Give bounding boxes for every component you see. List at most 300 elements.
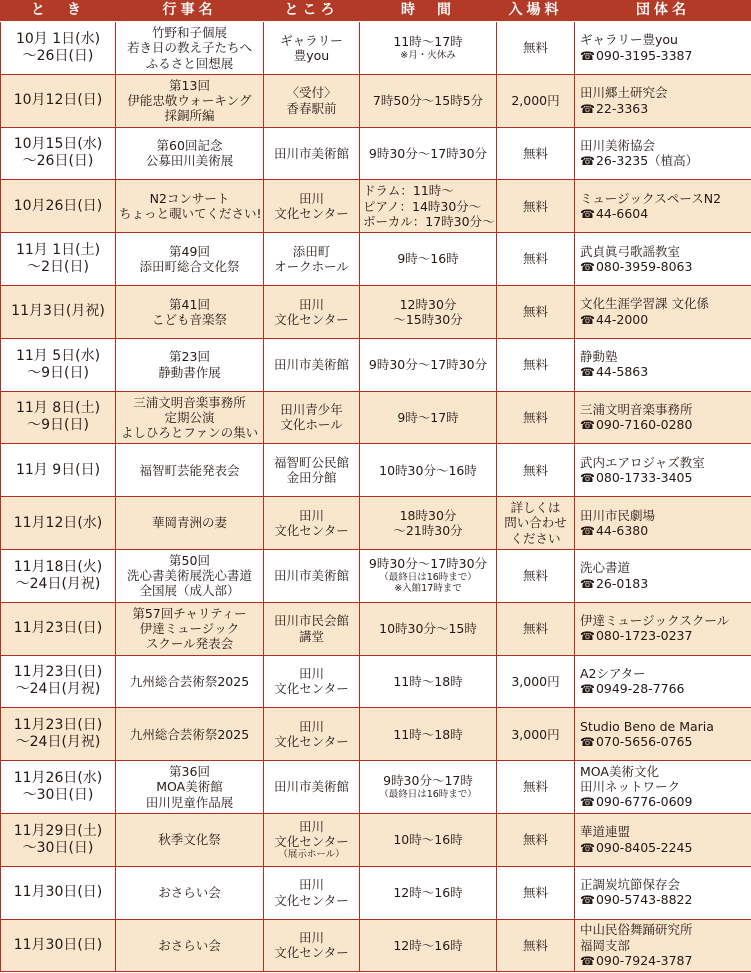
date-cell [1,497,116,550]
organization-name: MOA美術文化 [580,763,659,779]
table-row [1,338,751,391]
venue-cell [264,655,360,708]
rows.15.place-line: 田川 [298,818,324,834]
phone-number-text: 44-5863 [595,364,649,380]
phone-icon: ☎ [580,259,595,274]
admission-fee-cell [497,127,575,180]
rows.0.event-line: 竹野和子個展 [151,25,227,41]
organization-name: Studio Beno de Maria [580,718,714,734]
phone-number-text: 0949-28-7766 [595,681,685,697]
admission-fee: 詳しくは [510,500,561,516]
time-cell [360,285,497,338]
admission-fee-cell [497,602,575,655]
rows.10.time-line: 9時30分～17時30分 [368,556,488,572]
date-cell [1,444,116,497]
rows.5.place-line: 田川 [298,296,324,312]
phone-number [580,523,748,539]
time-cell [360,180,497,233]
phone-number-text: 44-2000 [595,311,649,327]
rows.0.time-line: 11時～17時 [393,34,463,50]
rows.7.event-line: 定期公演 [164,409,215,425]
venue-cell [264,602,360,655]
rows.14.event-line: 田川児童作品展 [145,794,234,810]
rows.6.date-line: 11月 5日(水) [15,347,101,364]
date-cell [1,761,116,814]
rows.0.event-line: ふるさと回想展 [145,55,234,71]
event-name-cell [116,497,264,550]
rows.7.time-line: 9時～17時 [397,409,459,425]
venue-cell [264,497,360,550]
rows.17.place-line: 田川 [298,930,324,946]
admission-fee-cell [497,338,575,391]
rows.9.date-line: 11月12日(水) [13,514,103,531]
phone-icon: ☎ [580,576,595,591]
venue-cell [264,866,360,919]
table-row [1,391,751,444]
date-cell [1,285,116,338]
rows.0.place-line: ギャラリー [280,32,343,48]
admission-fee: 無料 [522,357,548,373]
rows.6.event-line: 第23回 [169,349,210,365]
rows.16.event-line: おさらい会 [158,885,221,901]
admission-fee: 無料 [522,937,548,953]
phone-number-text: 44-6380 [595,522,649,538]
rows.14.event-line: 第36回 [169,764,210,780]
phone-icon: ☎ [580,101,595,116]
admission-fee-cell [497,708,575,761]
rows.13.place-line: 文化センター [274,734,349,750]
rows.11.place-line: 田川市民会館 [273,613,349,629]
rows.4.event-line: 添田町総合文化祭 [139,259,240,275]
rows.7.place-line: 文化ホール [280,417,343,433]
time-cell [360,866,497,919]
organization-cell [575,813,751,866]
time-cell [360,708,497,761]
rows.3.place-line: 田川 [298,191,324,207]
organization-name: 田川ネットワーク [580,779,681,795]
phone-number [580,892,748,908]
phone-icon: ☎ [580,154,595,169]
rows.8.date-line: 11月 9日(日) [15,461,101,478]
rows.2.place-line: 田川市美術館 [273,145,349,161]
time-cell [360,74,497,127]
organization-cell [575,127,751,180]
phone-number [580,101,748,117]
table-row [1,708,751,761]
rows.7.place-line: 田川青少年 [280,402,343,418]
rows.3.time-line: ドラム：11時～ [363,183,454,199]
rows.7.event-line: よしひろとファンの集い [120,425,259,441]
phone-number-text: 44-6604 [595,206,649,222]
rows.3.place-line: 文化センター [274,206,349,222]
admission-fee: 無料 [522,145,548,161]
phone-number-text: 070-5656-0765 [595,734,693,750]
rows.12.time-line: 11時～18時 [393,673,463,689]
organization-cell [575,22,751,75]
rows.2.time-line: 9時30分～17時30分 [368,145,488,161]
event-name-cell [116,74,264,127]
rows.3.event-line: ちょっと覗いてください! [119,206,262,222]
date-cell [1,866,116,919]
header-time: 時 間 [360,1,497,22]
header-date: と き [1,1,116,22]
rows.13.place-line: 田川 [298,719,324,734]
rows.14.date-line: 11月26日(水) [13,769,103,786]
organization-name: 中山民俗舞踊研究所 [580,922,693,938]
phone-number [580,206,748,222]
event-name-cell [116,549,264,602]
phone-number [580,153,748,169]
organization-cell [575,74,751,127]
admission-fee: 2,000円 [511,93,560,109]
rows.6.time-line: 9時30分～17時30分 [368,357,488,373]
rows.2.date-line: ～26日(日) [22,153,94,170]
phone-number [580,840,748,856]
admission-fee: 無料 [522,409,548,425]
rows.17.place-line: 文化センター [274,945,349,961]
phone-icon: ☎ [580,418,595,433]
organization-cell [575,391,751,444]
time-cell [360,391,497,444]
date-cell [1,813,116,866]
phone-number-text: 090-3195-3387 [595,47,693,63]
rows.8.place-line: 福智町公民館 [273,455,349,471]
admission-fee-cell [497,233,575,286]
time-cell [360,602,497,655]
rows.10.event-line: 全国展（成人部） [139,583,240,599]
organization-name: 伊達ミュージックスクール [580,613,730,629]
phone-icon: ☎ [580,48,595,63]
rows.12.date-line: 11月23日(日) [13,664,103,681]
phone-number-text: 090-8405-2245 [595,839,693,855]
admission-fee: 無料 [522,304,548,320]
rows.1.event-line: 採銅所編 [164,108,215,124]
event-name-cell [116,813,264,866]
organization-name: 正調炭坑節保存会 [580,877,681,893]
phone-icon: ☎ [580,953,595,968]
organization-name: 田川市民劇場 [580,507,656,523]
rows.10.event-line: 洗心書美術展洗心書道 [126,568,252,584]
rows.4.time-line: 9時～16時 [397,251,459,267]
rows.13.date-line: 11月23日(日) [13,717,103,734]
rows.1.date-line: 10月12日(日) [13,92,103,109]
rows.4.date-line: ～2日(日) [27,259,89,276]
phone-number-text: 090-6776-0609 [595,794,693,810]
organization-cell [575,761,751,814]
rows.14.place-line: 田川市美術館 [273,779,349,795]
rows.4.date-line: 11月 1日(土) [15,242,101,258]
table-row [1,22,751,75]
admission-fee: 3,000円 [511,673,560,689]
admission-fee-cell [497,919,575,972]
organization-cell [575,444,751,497]
rows.1.event-line: 第13回 [169,77,210,93]
event-name-cell [116,22,264,75]
rows.4.place-line: 添田町 [292,243,331,259]
phone-icon: ☎ [580,312,595,327]
rows.15.date-line: 11月29日(土) [13,822,103,839]
rows.5.place-line: 文化センター [274,311,349,327]
rows.7.date-line: ～9日(日) [27,417,89,434]
phone-number [580,628,748,644]
date-cell [1,655,116,708]
phone-number [580,794,748,810]
rows.11.event-line: 伊達ミュージック [139,621,240,637]
rows.5.event-line: こども音楽祭 [151,311,227,327]
rows.9.time-line: ～21時30分 [393,523,463,539]
venue-cell [264,708,360,761]
rows.2.event-line: 第60回記念 [156,138,223,154]
date-cell [1,708,116,761]
admission-fee: ください [510,530,561,546]
organization-name: 洗心書道 [580,560,631,576]
date-cell [1,22,116,75]
organization-cell [575,180,751,233]
date-cell [1,549,116,602]
admission-fee-cell [497,444,575,497]
rows.7.event-line: 三浦文明音楽事務所 [133,394,246,410]
rows.0.date-line: ～26日(日) [22,47,94,64]
rows.1.time-line: 7時50分～15時5分 [372,93,484,109]
phone-number-text: 080-1723-0237 [595,628,693,644]
rows.10.time_note-line: （最終日は16時まで） [379,571,477,583]
rows.3.date-line: 10月26日(日) [13,197,103,214]
admission-fee: 無料 [522,198,548,214]
organization-name: 華道連盟 [580,824,631,840]
admission-fee: 無料 [522,779,548,795]
rows.10.date-line: 11月18日(火) [13,558,103,575]
organization-name: ギャラリー豊you [580,32,678,48]
venue-note: （展示ホール） [278,849,345,861]
rows.14.event-line: MOA美術館 [156,779,223,795]
rows.13.date-line: ～24日(月祝) [15,734,101,751]
rows.17.time-line: 12時～16時 [393,937,463,953]
header-event: 行事名 [116,1,264,22]
time-cell [360,497,497,550]
organization-cell [575,497,751,550]
table-header [1,1,751,22]
admission-fee-cell [497,180,575,233]
admission-fee: 無料 [522,568,548,584]
time-cell [360,233,497,286]
rows.9.place-line: 文化センター [274,523,349,539]
rows.8.event-line: 福智町芸能発表会 [139,462,240,478]
phone-icon: ☎ [580,629,595,644]
event-name-cell [116,444,264,497]
phone-number-text: 26-3235（植高） [595,153,699,169]
phone-number [580,364,748,380]
rows.11.event-line: 第57回チャリティー [132,605,247,621]
admission-fee-cell [497,497,575,550]
organization-cell [575,919,751,972]
admission-fee-cell [497,549,575,602]
venue-cell [264,444,360,497]
organization-name: 三浦文明音楽事務所 [580,402,693,418]
organization-name: 田川美術協会 [580,138,656,154]
rows.12.date-line: ～24日(月祝) [15,681,101,698]
rows.15.event-line: 秋季文化祭 [158,832,221,848]
phone-number [580,259,748,275]
phone-number-text: 26-0183 [595,575,649,591]
venue-cell [264,338,360,391]
phone-number [580,312,748,328]
rows.0.place-line: 豊you [293,47,330,63]
rows.3.time-line: ピアノ：14時30分～ [363,198,482,214]
venue-cell [264,22,360,75]
table-row [1,444,751,497]
rows.5.event-line: 第41回 [169,296,210,312]
organization-name: A2シアター [580,666,646,682]
organization-cell [575,338,751,391]
admission-fee-cell [497,285,575,338]
venue-cell [264,391,360,444]
rows.1.event-line: 伊能忠敬ウォーキング [127,93,252,109]
date-cell [1,602,116,655]
admission-fee-cell [497,22,575,75]
rows.17.event-line: おさらい会 [158,937,221,953]
phone-number [580,953,748,969]
admission-fee: 無料 [522,832,548,848]
table-row [1,74,751,127]
phone-number [580,417,748,433]
phone-icon: ☎ [580,840,595,855]
rows.14.time_note-line: （最終日は16時まで） [379,788,477,800]
admission-fee-cell [497,391,575,444]
event-name-cell [116,233,264,286]
admission-fee: 無料 [522,885,548,901]
table-row [1,233,751,286]
event-name-cell [116,127,264,180]
organization-name: ミュージックスペースN2 [580,190,722,206]
event-name-cell [116,655,264,708]
venue-cell [264,919,360,972]
phone-icon: ☎ [580,523,595,538]
date-cell [1,233,116,286]
phone-number [580,470,748,486]
venue-cell [264,233,360,286]
rows.9.time-line: 18時30分 [399,507,457,523]
phone-icon: ☎ [580,795,595,810]
rows.10.place-line: 田川市美術館 [273,568,349,584]
table-row [1,497,751,550]
rows.6.event-line: 静動書作展 [158,364,221,380]
venue-cell [264,549,360,602]
organization-cell [575,708,751,761]
time-cell [360,338,497,391]
organization-cell [575,549,751,602]
admission-fee: 無料 [522,251,548,267]
time-cell [360,444,497,497]
table-row [1,813,751,866]
phone-number [580,681,748,697]
organization-name: 武貞眞弓歌謡教室 [580,243,681,259]
venue-cell [264,761,360,814]
venue-cell [264,127,360,180]
rows.15.place-line: 文化センター [274,833,349,849]
header-fee: 入場料 [497,1,575,22]
phone-number-text: 080-1733-3405 [595,470,693,486]
organization-name: 文化生涯学習課 文化係 [580,296,709,312]
rows.14.date-line: ～30日(日) [22,787,94,804]
rows.3.time-line: ボーカル：17時30分～ [363,213,495,229]
rows.7.date-line: 11月 8日(土) [15,400,101,417]
admission-fee: 3,000円 [511,726,560,742]
rows.11.place-line: 講堂 [298,628,324,644]
table-row [1,285,751,338]
time-cell [360,549,497,602]
rows.17.date-line: 11月30日(日) [13,936,103,953]
phone-number-text: 090-7160-0280 [595,417,693,433]
date-cell [1,180,116,233]
admission-fee: 無料 [522,462,548,478]
rows.15.date-line: ～30日(日) [22,839,94,856]
time-cell [360,655,497,708]
phone-icon: ☎ [580,207,595,222]
admission-fee: 無料 [522,40,548,56]
rows.11.date-line: 11月23日(日) [13,620,103,637]
rows.10.date-line: ～24日(月祝) [15,575,101,592]
rows.2.event-line: 公募田川美術展 [145,153,234,169]
event-name-cell [116,338,264,391]
table-row [1,655,751,708]
rows.9.event-line: 華岡青洲の妻 [151,515,227,531]
organization-cell [575,285,751,338]
rows.12.place-line: 文化センター [274,681,349,697]
phone-icon: ☎ [580,471,595,486]
event-name-cell [116,602,264,655]
admission-fee-cell [497,761,575,814]
rows.12.place-line: 田川 [298,666,324,682]
event-name-cell [116,285,264,338]
admission-fee-cell [497,866,575,919]
event-name-cell [116,391,264,444]
time-cell [360,813,497,866]
date-cell [1,74,116,127]
rows.0.date-line: 10月 1日(水) [15,30,101,47]
phone-icon: ☎ [580,682,595,697]
rows.5.time-line: ～15時30分 [393,311,463,327]
phone-icon: ☎ [580,735,595,750]
time-cell [360,127,497,180]
rows.5.time-line: 12時30分 [399,296,457,312]
rows.16.date-line: 11月30日(日) [13,884,103,901]
date-cell [1,919,116,972]
table-row [1,761,751,814]
rows.8.place-line: 金田分館 [286,470,337,486]
phone-number-text: 090-7924-3787 [595,952,693,968]
header-place: ところ [264,1,360,22]
admission-fee-cell [497,74,575,127]
organization-cell [575,866,751,919]
organization-cell [575,602,751,655]
date-cell [1,391,116,444]
rows.16.time-line: 12時～16時 [393,885,463,901]
rows.11.event-line: スクール発表会 [145,636,234,652]
table-row [1,919,751,972]
rows.9.place-line: 田川 [298,507,324,523]
rows.13.time-line: 11時～18時 [393,726,463,742]
rows.8.time-line: 10時30分～16時 [379,462,477,478]
event-name-cell [116,919,264,972]
rows.16.place-line: 田川 [298,877,324,893]
table-row [1,866,751,919]
rows.15.time-line: 10時～16時 [393,832,463,848]
organization-name: 静動塾 [580,349,618,365]
admission-fee-cell [497,655,575,708]
date-cell [1,338,116,391]
rows.4.event-line: 第49回 [169,243,210,259]
rows.13.event-line: 九州総合芸術祭2025 [129,726,250,742]
